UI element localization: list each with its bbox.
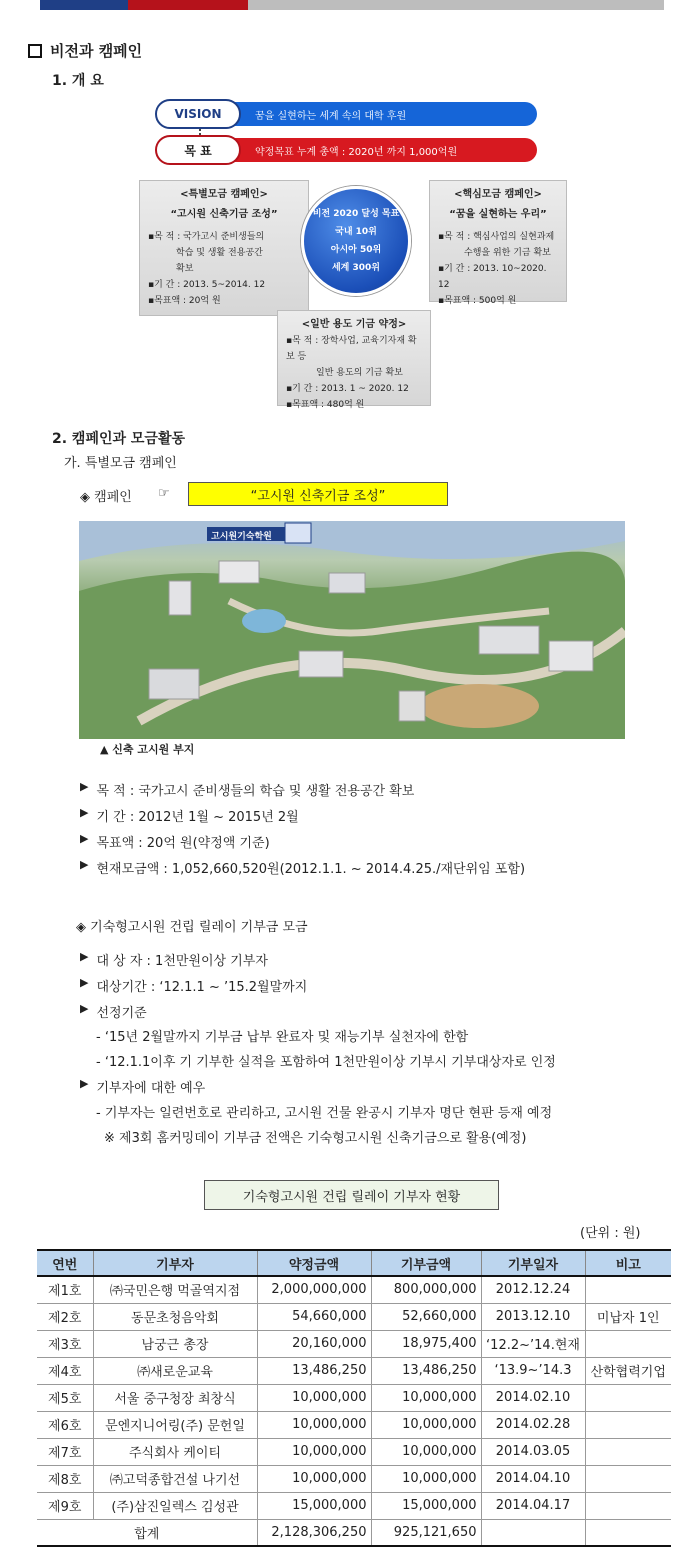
total-cell: 합계 [37, 1519, 257, 1546]
bar-navy [40, 0, 128, 10]
table-cell: 2,000,000,000 [257, 1276, 371, 1303]
table-cell: 10,000,000 [371, 1465, 481, 1492]
relay-item [80, 1002, 147, 1021]
courtesy-line: - 기부자는 일련번호로 관리하고, 고시원 건물 완공시 기부자 명단 현판 등재 예정 [96, 1106, 553, 1121]
core-panel-line: 수행을 위한 기금 확보 [464, 248, 551, 258]
table-cell: 20,160,000 [257, 1330, 371, 1357]
table-row [37, 1303, 671, 1330]
campaign-name: “고시원 신축기금 조성” [250, 488, 386, 504]
campus-illustration [79, 521, 625, 739]
table-cell: 2013.12.10 [481, 1303, 585, 1330]
section-heading [28, 40, 142, 61]
total-cell: 925,121,650 [371, 1519, 481, 1546]
triangle-bullet-icon: ▶ [80, 1077, 89, 1090]
table-row [37, 1384, 671, 1411]
table-cell: 동문초청음악회 [93, 1303, 257, 1330]
triangle-bullet-icon: ▶ [80, 780, 89, 793]
table-cell: 제9호 [37, 1492, 93, 1519]
table-cell [585, 1411, 671, 1438]
table-cell: 2014.04.17 [481, 1492, 585, 1519]
checkbox-square-icon [28, 44, 42, 58]
table-cell: 산학협력기업 [585, 1357, 671, 1384]
table-cell: ‘12.2~’14.현재 [481, 1330, 585, 1357]
table-header-row [37, 1250, 671, 1276]
relay-item [80, 976, 307, 995]
detail-text: 목표액 : 20억 원(약정액 기준) [96, 836, 270, 851]
criteria-line: - ‘12.1.1이후 기 기부한 실적을 포함하여 1천만원이상 기부시 기부대상자로 인정 [96, 1055, 556, 1070]
table-cell: 10,000,000 [257, 1411, 371, 1438]
subsection-overview: 1. 개 요 [52, 73, 104, 89]
globe-line: 아시아 50위 [330, 245, 382, 255]
table-cell: 10,000,000 [371, 1384, 481, 1411]
table-cell: ㈜고덕종합건설 나기선 [93, 1465, 257, 1492]
core-panel-line: ▪기 간 : 2013. 10~2020. 12 [438, 264, 547, 290]
table-title-box [204, 1180, 499, 1210]
detail-item [80, 832, 270, 851]
special-panel-line: ▪목표액 : 20억 원 [148, 296, 221, 306]
triangle-bullet-icon: ▶ [80, 832, 89, 845]
table-cell: 미납자 1인 [585, 1303, 671, 1330]
table-cell: 52,660,000 [371, 1303, 481, 1330]
core-panel-line: ▪목 적 : 핵심사업의 실현과제 [438, 232, 555, 242]
table-cell [585, 1330, 671, 1357]
bar-gray [248, 0, 664, 10]
table-row [37, 1411, 671, 1438]
triangle-bullet-icon: ▶ [80, 858, 89, 871]
courtesy-note: ※ 제3회 홈커밍데이 기부금 전액은 기숙형고시원 신축기금으로 활용(예정) [104, 1131, 527, 1146]
table-cell [585, 1492, 671, 1519]
table-cell: 2014.04.10 [481, 1465, 585, 1492]
total-cell: 2,128,306,250 [257, 1519, 371, 1546]
table-cell [585, 1384, 671, 1411]
table-cell: 서울 중구청장 최창식 [93, 1384, 257, 1411]
special-panel-line: 확보 [176, 264, 194, 274]
table-cell: 제2호 [37, 1303, 93, 1330]
goal-bar [157, 138, 537, 162]
table-cell: 10,000,000 [371, 1438, 481, 1465]
header-cell: 연번 [37, 1250, 93, 1276]
table-title: 기숙형고시원 건립 릴레이 기부자 현황 [242, 1189, 461, 1205]
detail-text: 기 간 : 2012년 1월 ~ 2015년 2월 [96, 810, 299, 825]
table-cell: 15,000,000 [257, 1492, 371, 1519]
table-cell: 주식회사 케이티 [93, 1438, 257, 1465]
core-panel-line: ▪목표액 : 500억 원 [438, 296, 517, 306]
table-cell: 10,000,000 [257, 1384, 371, 1411]
relay-item [80, 950, 268, 969]
header-cell: 기부자 [93, 1250, 257, 1276]
table-cell [585, 1438, 671, 1465]
special-panel-line: 학습 및 생활 전용공간 [176, 248, 263, 258]
table-cell: 2014.02.28 [481, 1411, 585, 1438]
general-panel-line: ▪목 적 : 장학사업, 교육기자재 확보 등 [286, 336, 417, 362]
table-cell: 15,000,000 [371, 1492, 481, 1519]
relay-text: 대상기간 : ‘12.1.1 ~ ’15.2월말까지 [96, 980, 308, 995]
criteria-line: - ‘15년 2월말까지 기부금 납부 완료자 및 재능기부 실천자에 한함 [96, 1030, 469, 1045]
relay-title: ◈ 기숙형고시원 건립 릴레이 기부금 모금 [76, 920, 308, 935]
table-cell: ㈜새로운교육 [93, 1357, 257, 1384]
triangle-bullet-icon: ▶ [80, 976, 89, 989]
table-cell: 문엔지니어링(주) 문헌일 [93, 1411, 257, 1438]
general-panel-line: ▪목표액 : 480억 원 [286, 400, 365, 410]
detail-text: 목 적 : 국가고시 준비생들의 학습 및 생활 전용공간 확보 [96, 784, 415, 799]
triangle-bullet-icon: ▶ [80, 950, 89, 963]
vision-bar [157, 102, 537, 126]
table-cell [585, 1465, 671, 1492]
unit-label: (단위 : 원) [580, 1226, 641, 1241]
header-cell: 비고 [585, 1250, 671, 1276]
campaign-label: ◈ 캠페인 [80, 490, 132, 505]
table-total-row [37, 1519, 671, 1546]
table-cell: 제3호 [37, 1330, 93, 1357]
courtesy-title: 기부자에 대한 예우 [96, 1081, 206, 1096]
vision-label: VISION [155, 99, 241, 129]
pointing-hand-icon: ☞ [158, 486, 170, 501]
header-cell: 기부금액 [371, 1250, 481, 1276]
table-cell: 10,000,000 [257, 1438, 371, 1465]
bar-red [128, 0, 248, 10]
table-cell: 10,000,000 [371, 1411, 481, 1438]
table-cell: 제7호 [37, 1438, 93, 1465]
table-cell: 10,000,000 [257, 1465, 371, 1492]
header-cell: 약정금액 [257, 1250, 371, 1276]
detail-item [80, 780, 414, 799]
detail-text: 현재모금액 : 1,052,660,520원(2012.1.1. ~ 2014.4.25./재단위임 포함) [96, 862, 526, 877]
table-cell: 제5호 [37, 1384, 93, 1411]
table-cell: 800,000,000 [371, 1276, 481, 1303]
table-row [37, 1465, 671, 1492]
table-cell: 2012.12.24 [481, 1276, 585, 1303]
detail-item [80, 858, 525, 877]
total-cell [481, 1519, 585, 1546]
campus-caption: ▲ 신축 고시원 부지 [100, 743, 195, 756]
relay-text: 대 상 자 : 1천만원이상 기부자 [96, 954, 268, 969]
globe-line: 비전 2020 달성 목표 [312, 209, 400, 219]
table-cell: 제6호 [37, 1411, 93, 1438]
special-panel-line: ▪기 간 : 2013. 5~2014. 12 [148, 280, 266, 290]
goal-text: 약정목표 누계 총액 : 2020년 까지 1,000억원 [255, 146, 458, 158]
special-panel-subtitle: “고시원 신축기금 조성” [170, 209, 278, 220]
general-fund-panel [277, 310, 431, 410]
total-cell [585, 1519, 671, 1546]
table-row [37, 1438, 671, 1465]
table-cell: 18,975,400 [371, 1330, 481, 1357]
header-cell: 기부일자 [481, 1250, 585, 1276]
globe-line: 국내 10위 [335, 227, 377, 237]
table-cell: 제1호 [37, 1276, 93, 1303]
table-cell: (주)삼진일렉스 김성관 [93, 1492, 257, 1519]
table-cell: ㈜국민은행 먹골역지점 [93, 1276, 257, 1303]
general-panel-line: ▪기 간 : 2013. 1 ~ 2020. 12 [286, 384, 409, 394]
table-cell: 2014.02.10 [481, 1384, 585, 1411]
table-cell: 남궁근 총장 [93, 1330, 257, 1357]
table-cell: 13,486,250 [371, 1357, 481, 1384]
core-campaign-panel [429, 180, 567, 306]
table-row [37, 1276, 671, 1303]
special-panel-title: <특별모금 캠페인> [180, 189, 268, 200]
vision-diagram [135, 96, 571, 410]
core-panel-title: <핵심모금 캠페인> [454, 189, 542, 200]
subsection-special-campaign: 가. 특별모금 캠페인 [64, 456, 177, 471]
table-row [37, 1330, 671, 1357]
general-panel-line: 일반 용도의 기금 확보 [316, 368, 403, 378]
goal-label: 목 표 [155, 135, 241, 165]
core-panel-subtitle: “꿈을 실현하는 우리” [449, 209, 547, 220]
table-cell: 13,486,250 [257, 1357, 371, 1384]
campaign-name-box [188, 482, 448, 506]
special-panel-line: ▪목 적 : 국가고시 준비생들의 [148, 232, 265, 242]
subsection-campaigns: 2. 캠페인과 모금활동 [52, 431, 185, 447]
special-campaign-panel [139, 180, 309, 316]
section-title: 비전과 캠페인 [50, 42, 143, 60]
courtesy-item [80, 1077, 205, 1096]
table-cell [585, 1276, 671, 1303]
vision-2020-globe [301, 186, 411, 296]
campus-map-graphic [79, 521, 625, 739]
relay-text: 선정기준 [96, 1006, 147, 1021]
detail-item [80, 806, 299, 825]
campus-label: 고시원기숙학원 [211, 532, 272, 542]
donor-table [37, 1249, 671, 1547]
top-color-bar [40, 0, 664, 10]
general-panel-title: <일반 용도 기금 약정> [301, 319, 407, 330]
table-cell: 제8호 [37, 1465, 93, 1492]
triangle-bullet-icon: ▶ [80, 806, 89, 819]
globe-line: 세계 300위 [331, 263, 380, 273]
vision-text: 꿈을 실현하는 세계 속의 대학 후원 [255, 110, 407, 122]
table-row [37, 1357, 671, 1384]
triangle-bullet-icon: ▶ [80, 1002, 89, 1015]
table-cell: 54,660,000 [257, 1303, 371, 1330]
table-cell: 제4호 [37, 1357, 93, 1384]
table-cell: 2014.03.05 [481, 1438, 585, 1465]
table-cell: ‘13.9~’14.3 [481, 1357, 585, 1384]
table-row [37, 1492, 671, 1519]
